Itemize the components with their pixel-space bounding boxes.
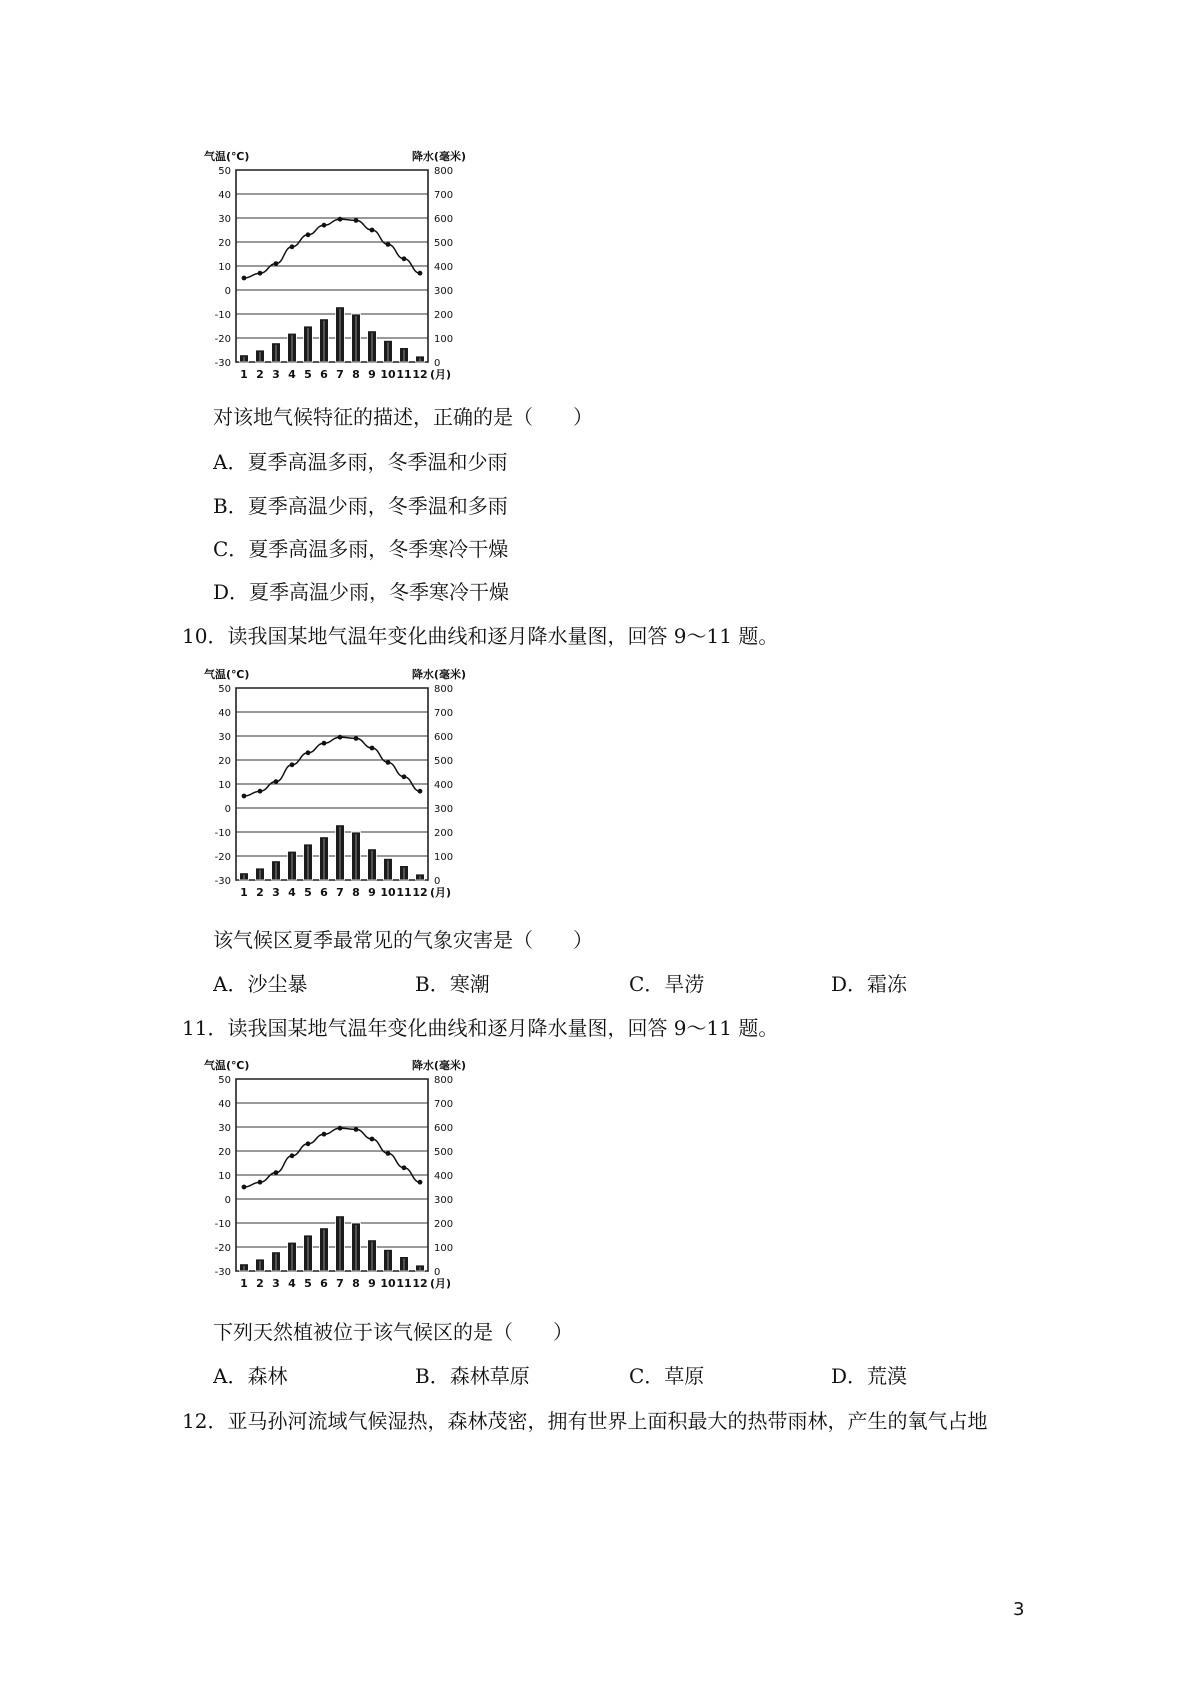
- q11-option-c: C．草原: [629, 1364, 705, 1388]
- left-tick-label-2-6: -10: [214, 828, 231, 839]
- month-label-1-2: 2: [256, 368, 264, 381]
- temperature-point-1-10: [386, 242, 391, 247]
- temperature-point-2-2: [258, 789, 263, 794]
- temperature-point-1-1: [242, 276, 247, 281]
- right-tick-label-1-1: 700: [434, 190, 454, 201]
- left-tick-label-2-0: 50: [218, 684, 231, 695]
- right-tick-label-1-3: 500: [434, 238, 454, 249]
- page-number: 3: [1013, 1599, 1025, 1620]
- left-tick-label-1-2: 30: [218, 214, 231, 225]
- temperature-point-1-5: [306, 232, 311, 237]
- month-label-3-8: 8: [352, 1277, 360, 1290]
- month-label-1-9: 9: [368, 368, 376, 381]
- q10-option-c: C．旱涝: [629, 972, 705, 996]
- right-tick-label-1-2: 600: [434, 214, 454, 225]
- left-tick-label-3-6: -10: [214, 1219, 231, 1230]
- month-label-3-12: 12: [412, 1277, 428, 1290]
- month-unit-label-3: (月): [430, 1277, 452, 1290]
- q11-option-b: B．森林草原: [415, 1364, 530, 1388]
- month-label-1-3: 3: [272, 368, 280, 381]
- temperature-point-2-11: [402, 774, 407, 779]
- left-tick-label-2-8: -30: [214, 876, 231, 887]
- temperature-point-2-12: [418, 789, 423, 794]
- temperature-point-3-7: [338, 1126, 343, 1131]
- right-tick-label-2-8: 0: [434, 876, 441, 887]
- q11-option-a: A．森林: [213, 1364, 288, 1388]
- month-label-2-8: 8: [352, 886, 360, 899]
- month-label-2-2: 2: [256, 886, 264, 899]
- right-tick-label-2-2: 600: [434, 732, 454, 743]
- right-tick-label-1-7: 100: [434, 334, 454, 345]
- right-tick-label-3-7: 100: [434, 1243, 454, 1254]
- right-tick-label-2-5: 300: [434, 804, 454, 815]
- left-tick-label-2-7: -20: [214, 852, 231, 863]
- q9-option-d: D．夏季高温少雨，冬季寒冷干燥: [213, 580, 510, 604]
- left-tick-label-1-7: -20: [214, 334, 231, 345]
- month-label-1-12: 12: [412, 368, 428, 381]
- left-axis-label-3: 气温(℃): [204, 1059, 250, 1072]
- month-label-3-1: 1: [240, 1277, 248, 1290]
- right-tick-label-2-4: 400: [434, 780, 454, 791]
- temperature-point-2-6: [322, 741, 327, 746]
- temperature-point-3-5: [306, 1141, 311, 1146]
- temperature-point-1-12: [418, 271, 423, 276]
- month-label-2-5: 5: [304, 886, 312, 899]
- right-tick-label-2-3: 500: [434, 756, 454, 767]
- right-tick-label-2-1: 700: [434, 708, 454, 719]
- left-tick-label-1-6: -10: [214, 310, 231, 321]
- temperature-line-2: [244, 737, 420, 796]
- temperature-point-1-6: [322, 223, 327, 228]
- temperature-point-1-7: [338, 217, 343, 222]
- month-unit-label-1: (月): [430, 368, 452, 381]
- left-tick-label-2-5: 0: [224, 804, 231, 815]
- temperature-point-2-5: [306, 750, 311, 755]
- right-tick-label-3-4: 400: [434, 1171, 454, 1182]
- right-tick-label-3-5: 300: [434, 1195, 454, 1206]
- month-label-3-2: 2: [256, 1277, 264, 1290]
- climate-chart-3: [204, 1057, 524, 1317]
- q10-option-a: A．沙尘暴: [213, 972, 308, 996]
- left-tick-label-3-1: 40: [218, 1099, 231, 1110]
- right-tick-label-1-5: 300: [434, 286, 454, 297]
- right-tick-label-3-8: 0: [434, 1267, 441, 1278]
- temperature-point-2-10: [386, 760, 391, 765]
- q11-stem: 下列天然植被位于该气候区的是（ ）: [213, 1320, 573, 1344]
- month-label-1-1: 1: [240, 368, 248, 381]
- right-tick-label-3-3: 500: [434, 1147, 454, 1158]
- q10-option-b: B．寒潮: [415, 972, 490, 996]
- month-label-3-5: 5: [304, 1277, 312, 1290]
- temperature-point-2-1: [242, 794, 247, 799]
- month-label-2-4: 4: [288, 886, 296, 899]
- month-label-1-5: 5: [304, 368, 312, 381]
- left-tick-label-3-5: 0: [224, 1195, 231, 1206]
- right-tick-label-3-2: 600: [434, 1123, 454, 1134]
- right-axis-label-2: 降水(毫米): [411, 668, 466, 681]
- temperature-point-3-6: [322, 1132, 327, 1137]
- month-unit-label-2: (月): [430, 886, 452, 899]
- q9-option-b: B．夏季高温少雨，冬季温和多雨: [213, 494, 508, 518]
- right-tick-label-3-6: 200: [434, 1219, 454, 1230]
- temperature-point-2-4: [290, 762, 295, 767]
- temperature-point-2-7: [338, 735, 343, 740]
- left-tick-label-3-7: -20: [214, 1243, 231, 1254]
- q9-option-a: A．夏季高温多雨，冬季温和少雨: [213, 450, 508, 474]
- temperature-point-1-9: [370, 228, 375, 233]
- left-tick-label-2-4: 10: [218, 780, 231, 791]
- left-tick-label-1-0: 50: [218, 166, 231, 177]
- month-label-2-10: 10: [380, 886, 396, 899]
- climate-chart-svg-3: [204, 1057, 524, 1317]
- month-label-2-11: 11: [396, 886, 412, 899]
- month-label-1-10: 10: [380, 368, 396, 381]
- q10-option-d: D．霜冻: [831, 972, 908, 996]
- temperature-point-2-9: [370, 746, 375, 751]
- q12-title: 12．亚马孙河流域气候湿热，森林茂密，拥有世界上面积最大的热带雨林，产生的氧气占地: [182, 1409, 988, 1433]
- temperature-point-3-8: [354, 1127, 359, 1132]
- right-tick-label-2-6: 200: [434, 828, 454, 839]
- temperature-point-2-8: [354, 736, 359, 741]
- month-label-3-9: 9: [368, 1277, 376, 1290]
- temperature-point-1-3: [274, 261, 279, 266]
- temperature-line-1: [244, 219, 420, 278]
- climate-chart-svg-2: [204, 666, 524, 926]
- month-label-3-6: 6: [320, 1277, 328, 1290]
- month-label-2-9: 9: [368, 886, 376, 899]
- month-label-3-3: 3: [272, 1277, 280, 1290]
- left-tick-label-1-3: 20: [218, 238, 231, 249]
- temperature-point-1-11: [402, 256, 407, 261]
- right-axis-label-1: 降水(毫米): [411, 150, 466, 163]
- temperature-point-1-4: [290, 244, 295, 249]
- right-tick-label-3-0: 800: [434, 1075, 454, 1086]
- temperature-point-3-9: [370, 1137, 375, 1142]
- q11-option-d: D．荒漠: [831, 1364, 908, 1388]
- left-tick-label-2-3: 20: [218, 756, 231, 767]
- left-tick-label-3-0: 50: [218, 1075, 231, 1086]
- right-tick-label-1-0: 800: [434, 166, 454, 177]
- temperature-line-3: [244, 1128, 420, 1187]
- right-axis-label-3: 降水(毫米): [411, 1059, 466, 1072]
- right-tick-label-2-7: 100: [434, 852, 454, 863]
- month-label-3-11: 11: [396, 1277, 412, 1290]
- q10-stem: 该气候区夏季最常见的气象灾害是（ ）: [213, 928, 593, 952]
- temperature-point-3-3: [274, 1170, 279, 1175]
- temperature-point-3-11: [402, 1165, 407, 1170]
- month-label-1-4: 4: [288, 368, 296, 381]
- month-label-1-11: 11: [396, 368, 412, 381]
- left-tick-label-3-8: -30: [214, 1267, 231, 1278]
- month-label-2-6: 6: [320, 886, 328, 899]
- temperature-point-3-1: [242, 1185, 247, 1190]
- month-label-1-7: 7: [336, 368, 344, 381]
- month-label-3-10: 10: [380, 1277, 396, 1290]
- right-tick-label-2-0: 800: [434, 684, 454, 695]
- temperature-point-3-12: [418, 1180, 423, 1185]
- month-label-2-12: 12: [412, 886, 428, 899]
- left-tick-label-1-1: 40: [218, 190, 231, 201]
- month-label-2-3: 3: [272, 886, 280, 899]
- month-label-2-7: 7: [336, 886, 344, 899]
- temperature-point-3-2: [258, 1180, 263, 1185]
- temperature-point-3-4: [290, 1153, 295, 1158]
- month-label-3-4: 4: [288, 1277, 296, 1290]
- temperature-point-2-3: [274, 779, 279, 784]
- temperature-point-1-2: [258, 271, 263, 276]
- month-label-1-8: 8: [352, 368, 360, 381]
- climate-chart-1: [204, 148, 524, 408]
- left-tick-label-1-8: -30: [214, 358, 231, 369]
- q9-stem: 对该地气候特征的描述，正确的是（ ）: [213, 405, 593, 429]
- right-tick-label-1-6: 200: [434, 310, 454, 321]
- q10-title: 10．读我国某地气温年变化曲线和逐月降水量图，回答 9～11 题。: [182, 624, 779, 648]
- climate-chart-2: [204, 666, 524, 926]
- left-tick-label-1-5: 0: [224, 286, 231, 297]
- month-label-2-1: 1: [240, 886, 248, 899]
- right-tick-label-1-4: 400: [434, 262, 454, 273]
- month-label-3-7: 7: [336, 1277, 344, 1290]
- left-tick-label-3-3: 20: [218, 1147, 231, 1158]
- left-tick-label-2-2: 30: [218, 732, 231, 743]
- temperature-point-1-8: [354, 218, 359, 223]
- left-axis-label-1: 气温(℃): [204, 150, 250, 163]
- climate-chart-svg-1: [204, 148, 524, 408]
- left-axis-label-2: 气温(℃): [204, 668, 250, 681]
- temperature-point-3-10: [386, 1151, 391, 1156]
- left-tick-label-3-2: 30: [218, 1123, 231, 1134]
- left-tick-label-2-1: 40: [218, 708, 231, 719]
- month-label-1-6: 6: [320, 368, 328, 381]
- q9-option-c: C．夏季高温多雨，冬季寒冷干燥: [213, 537, 509, 561]
- right-tick-label-3-1: 700: [434, 1099, 454, 1110]
- q11-title: 11．读我国某地气温年变化曲线和逐月降水量图，回答 9～11 题。: [182, 1016, 779, 1040]
- left-tick-label-1-4: 10: [218, 262, 231, 273]
- left-tick-label-3-4: 10: [218, 1171, 231, 1182]
- right-tick-label-1-8: 0: [434, 358, 441, 369]
